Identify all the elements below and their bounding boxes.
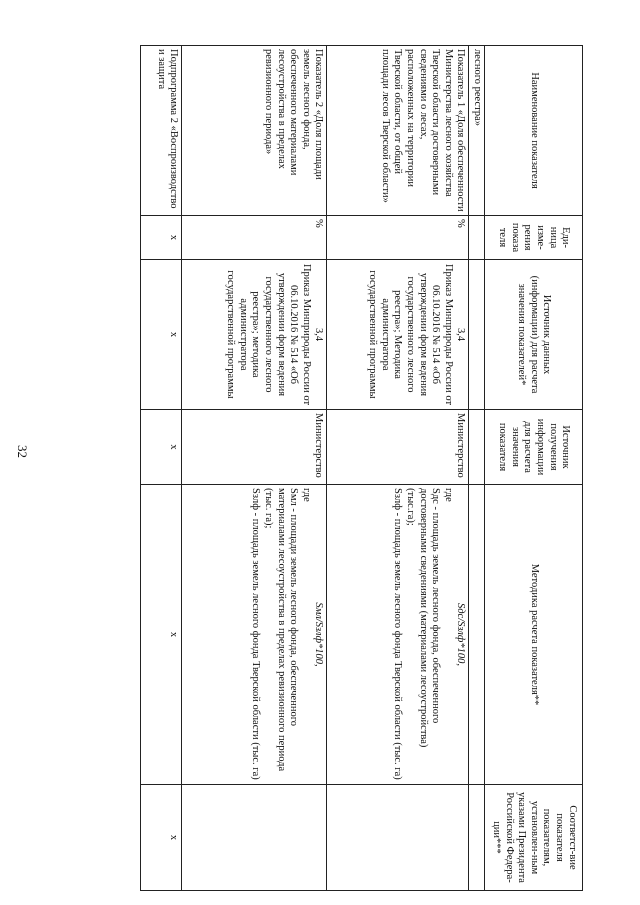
cell-name: лесного реестра»: [469, 46, 485, 216]
cell-name: Показатель 2 «Доля площади земель лесного фонда, обеспеченного материалами лесоустройства в пределах ревизионного периода»: [182, 46, 327, 216]
cell-info-source: Министерство: [182, 410, 327, 485]
table-row: [141, 46, 182, 891]
method-where: где: [300, 488, 312, 502]
method-where: где: [442, 488, 454, 502]
cell-info-source: Министерство: [327, 410, 469, 485]
method-line: Sзлф - площадь земель лесного фонда Тверской области (тыс. га): [392, 488, 404, 780]
data-source-text: Приказ Минприроды России от 06.10.2016 № 514 «Об утверждении форм ведения государственного лесного реестра»; методика администратора государственной программы: [225, 263, 312, 406]
header-data-source: Источник данных (информации) для расчета значения показателей*: [485, 260, 583, 410]
cell-unit: %: [327, 216, 469, 260]
cell-name: Подпрограмма 2 «Воспроизводство и защита: [141, 46, 182, 216]
table-header-row: [485, 46, 583, 891]
data-source-text: Приказ Минприроды России от 06.10.2016 № 514 «Об утверждении форм ведения государственного лесного реестра»; Методика администратора государственной программы: [367, 263, 454, 406]
cell-method: х: [141, 485, 182, 785]
table-row: [469, 46, 485, 891]
cell-data-source: [327, 260, 469, 410]
rotated-page-content: [140, 45, 583, 891]
cell-compliance: [327, 785, 469, 891]
method-formula: Sмл/Sзлф*100,: [313, 602, 325, 667]
cell-method: [327, 485, 469, 785]
cell-method: [182, 485, 327, 785]
header-compliance: Соответст-вие показателя показателям, установлен-ным указами Президента Российской Федера-ции***: [485, 785, 583, 891]
cell-unit: %: [182, 216, 327, 260]
header-info-source: Источник получения информации для расчета значения показателя: [485, 410, 583, 485]
method-line: Sмл - площади земель лесного фонда, обеспеченного материалами лесоустройства в пределах ревизионного периода (тыс. га);: [263, 488, 300, 772]
cell-method: [469, 485, 485, 785]
cell-data-source: х: [141, 260, 182, 410]
cell-info-source: [469, 410, 485, 485]
header-unit: Еди-ница изме-рения показа теля: [485, 216, 583, 260]
page-number: 32: [15, 445, 30, 458]
method-line: Sдс - площадь земель лесного фонда, обеспеченного достоверными сведениями (материалами лесоустройства) (тыс.га);: [405, 488, 442, 748]
data-source-number: 3,4: [455, 327, 467, 342]
indicators-table: [140, 45, 583, 891]
header-indicator-name: Наименование показателя: [485, 46, 583, 216]
method-line: Sзлф - площадь земель лесного фонда Тверской области (тыс. га): [250, 488, 262, 780]
cell-compliance: [469, 785, 485, 891]
cell-compliance: х: [141, 785, 182, 891]
cell-unit: [469, 216, 485, 260]
cell-info-source: х: [141, 410, 182, 485]
cell-compliance: [182, 785, 327, 891]
cell-data-source: [182, 260, 327, 410]
method-formula: Sдс/Sзлф*100,: [455, 602, 467, 666]
cell-unit: х: [141, 216, 182, 260]
header-method: Методика расчета показателя**: [485, 485, 583, 785]
cell-name: Показатель 1 «Доля обеспеченности Министерства лесного хозяйства Тверской области достоверными сведениями о лесах, расположенных на территории Тверской области, от общей площади лесов Тверской области»: [327, 46, 469, 216]
table-row: [327, 46, 469, 891]
table-row: [182, 46, 327, 891]
data-source-number: 3,4: [313, 327, 325, 342]
cell-data-source: [469, 260, 485, 410]
